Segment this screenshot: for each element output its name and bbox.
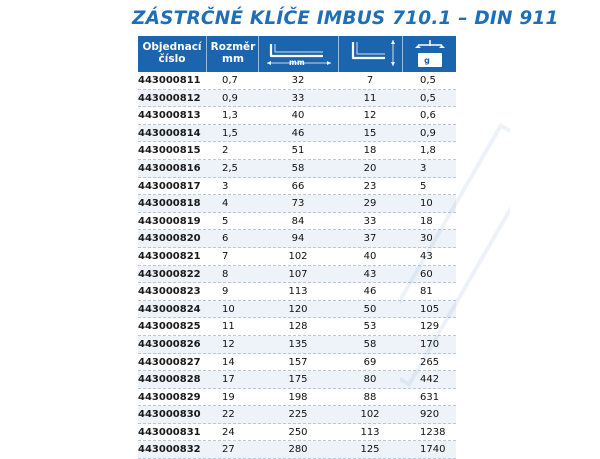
cell-size: 22 xyxy=(222,409,235,421)
cell-order-number: 443000832 xyxy=(138,444,201,456)
cell-size: 9 xyxy=(222,286,229,298)
cell-length-long: 107 xyxy=(288,268,308,280)
cell-length-short: 50 xyxy=(363,303,377,315)
cell-weight: 60 xyxy=(420,268,433,280)
cell-size: 0,7 xyxy=(222,75,238,86)
cell-length-short: 7 xyxy=(366,75,374,86)
cell-order-number: 443000813 xyxy=(138,110,201,122)
cell-length-short: 43 xyxy=(363,268,377,280)
cell-size: 7 xyxy=(222,250,229,262)
cell-order-number: 443000829 xyxy=(138,391,201,403)
cell-length-short: 18 xyxy=(363,145,377,157)
cell-order-number: 443000821 xyxy=(138,250,201,262)
cell-weight: 920 xyxy=(420,409,440,421)
cell-length-long: 58 xyxy=(291,162,305,174)
header-length-unit: mm xyxy=(289,58,305,67)
cell-length-long: 113 xyxy=(288,286,308,298)
cell-size: 11 xyxy=(222,321,235,333)
cell-order-number: 443000811 xyxy=(138,75,201,86)
cell-order-number: 443000819 xyxy=(138,215,201,227)
header-weight-unit: g xyxy=(424,56,430,65)
cell-length-short: 69 xyxy=(363,356,377,368)
cell-length-short: 80 xyxy=(363,374,377,386)
cell-length-long: 120 xyxy=(288,303,308,315)
cell-size: 17 xyxy=(222,374,235,386)
cell-length-short: 33 xyxy=(363,215,377,227)
cell-size: 3 xyxy=(222,180,229,192)
cell-weight: 81 xyxy=(420,286,433,298)
cell-length-short: 23 xyxy=(363,180,377,192)
cell-length-long: 40 xyxy=(291,110,305,122)
cell-length-long: 102 xyxy=(288,250,308,262)
cell-length-long: 33 xyxy=(291,92,305,104)
header-order-number-line2: číslo xyxy=(158,53,186,65)
header-size-line2: mm xyxy=(222,53,244,65)
cell-size: 14 xyxy=(222,356,235,368)
cell-order-number: 443000817 xyxy=(138,180,201,192)
cell-length-long: 157 xyxy=(288,356,308,368)
cell-weight: 0,5 xyxy=(420,75,436,86)
cell-size: 27 xyxy=(222,444,235,456)
cell-length-long: 84 xyxy=(291,215,305,227)
cell-order-number: 443000830 xyxy=(138,409,201,421)
cell-size: 6 xyxy=(222,233,229,245)
cell-weight: 0,9 xyxy=(420,127,436,139)
cell-length-short: 29 xyxy=(363,198,377,210)
cell-length-short: 113 xyxy=(360,426,380,438)
page-title: ZÁSTRČNÉ KLÍČE IMBUS 710.1 – DIN 911 xyxy=(132,8,559,29)
cell-order-number: 443000828 xyxy=(138,374,201,386)
cell-weight: 265 xyxy=(420,356,440,368)
cell-weight: 170 xyxy=(420,338,440,350)
header-length-long xyxy=(258,36,339,72)
cell-length-long: 73 xyxy=(291,198,305,210)
cell-length-long: 66 xyxy=(291,180,305,192)
cell-order-number: 443000812 xyxy=(138,92,201,104)
cell-weight: 5 xyxy=(420,180,427,192)
cell-length-long: 46 xyxy=(291,127,305,139)
cell-length-short: 12 xyxy=(363,110,377,122)
cell-length-long: 94 xyxy=(291,233,305,245)
cell-weight: 442 xyxy=(420,374,440,386)
cell-order-number: 443000825 xyxy=(138,321,201,333)
cell-length-short: 125 xyxy=(360,444,380,456)
cell-size: 1,3 xyxy=(222,110,238,122)
cell-length-short: 15 xyxy=(363,127,377,139)
cell-length-long: 51 xyxy=(291,145,305,157)
cell-weight: 0,6 xyxy=(420,110,436,122)
header-order-number xyxy=(138,36,206,72)
cell-length-long: 250 xyxy=(288,426,308,438)
cell-order-number: 443000815 xyxy=(138,145,201,157)
cell-length-long: 225 xyxy=(288,409,308,421)
cell-weight: 1238 xyxy=(420,426,446,438)
watermark-logo xyxy=(400,60,510,450)
cell-order-number: 443000814 xyxy=(138,127,201,139)
cell-weight: 1,8 xyxy=(420,145,436,157)
cell-length-long: 135 xyxy=(288,338,308,350)
cell-size: 19 xyxy=(222,391,235,403)
cell-weight: 10 xyxy=(420,198,433,210)
cell-order-number: 443000818 xyxy=(138,198,201,210)
cell-order-number: 443000822 xyxy=(138,268,201,280)
cell-length-long: 280 xyxy=(288,444,308,456)
cell-weight: 631 xyxy=(420,391,440,403)
cell-weight: 18 xyxy=(420,215,433,227)
cell-length-long: 128 xyxy=(288,321,308,333)
cell-length-short: 58 xyxy=(363,338,377,350)
cell-length-short: 37 xyxy=(363,233,377,245)
cell-length-long: 198 xyxy=(288,391,308,403)
header-length-short xyxy=(338,36,403,72)
cell-weight: 0,5 xyxy=(420,92,436,104)
cell-order-number: 443000831 xyxy=(138,426,201,438)
cell-length-short: 46 xyxy=(363,286,377,298)
cell-weight: 105 xyxy=(420,303,440,315)
short-arm-hex-key-icon xyxy=(339,36,403,72)
cell-length-short: 53 xyxy=(363,321,377,333)
cell-size: 8 xyxy=(222,268,229,280)
cell-order-number: 443000824 xyxy=(138,303,201,315)
header-size xyxy=(206,36,259,72)
cell-order-number: 443000827 xyxy=(138,356,201,368)
header-size-line1: Rozměr xyxy=(210,41,256,53)
cell-length-long: 32 xyxy=(291,75,305,86)
cell-weight: 43 xyxy=(420,250,433,262)
cell-size: 10 xyxy=(222,303,235,315)
cell-size: 2 xyxy=(222,145,229,157)
header-order-number-line1: Objednací xyxy=(142,41,202,53)
cell-weight: 30 xyxy=(420,233,433,245)
cell-length-short: 88 xyxy=(363,391,377,403)
cell-length-short: 40 xyxy=(363,250,377,262)
cell-length-short: 20 xyxy=(363,162,377,174)
cell-weight: 1740 xyxy=(420,444,446,456)
cell-order-number: 443000826 xyxy=(138,338,201,350)
cell-size: 4 xyxy=(222,198,229,210)
cell-order-number: 443000816 xyxy=(138,162,201,174)
cell-weight: 129 xyxy=(420,321,440,333)
cell-length-long: 175 xyxy=(288,374,308,386)
cell-length-short: 11 xyxy=(363,92,377,104)
cell-order-number: 443000823 xyxy=(138,286,201,298)
cell-weight: 3 xyxy=(420,162,427,174)
cell-size: 5 xyxy=(222,215,229,227)
cell-size: 1,5 xyxy=(222,127,238,139)
cell-order-number: 443000820 xyxy=(138,233,201,245)
cell-size: 24 xyxy=(222,426,235,438)
cell-size: 12 xyxy=(222,338,235,350)
cell-size: 0,9 xyxy=(222,92,238,104)
cell-size: 2,5 xyxy=(222,162,238,174)
cell-length-short: 102 xyxy=(360,409,380,421)
